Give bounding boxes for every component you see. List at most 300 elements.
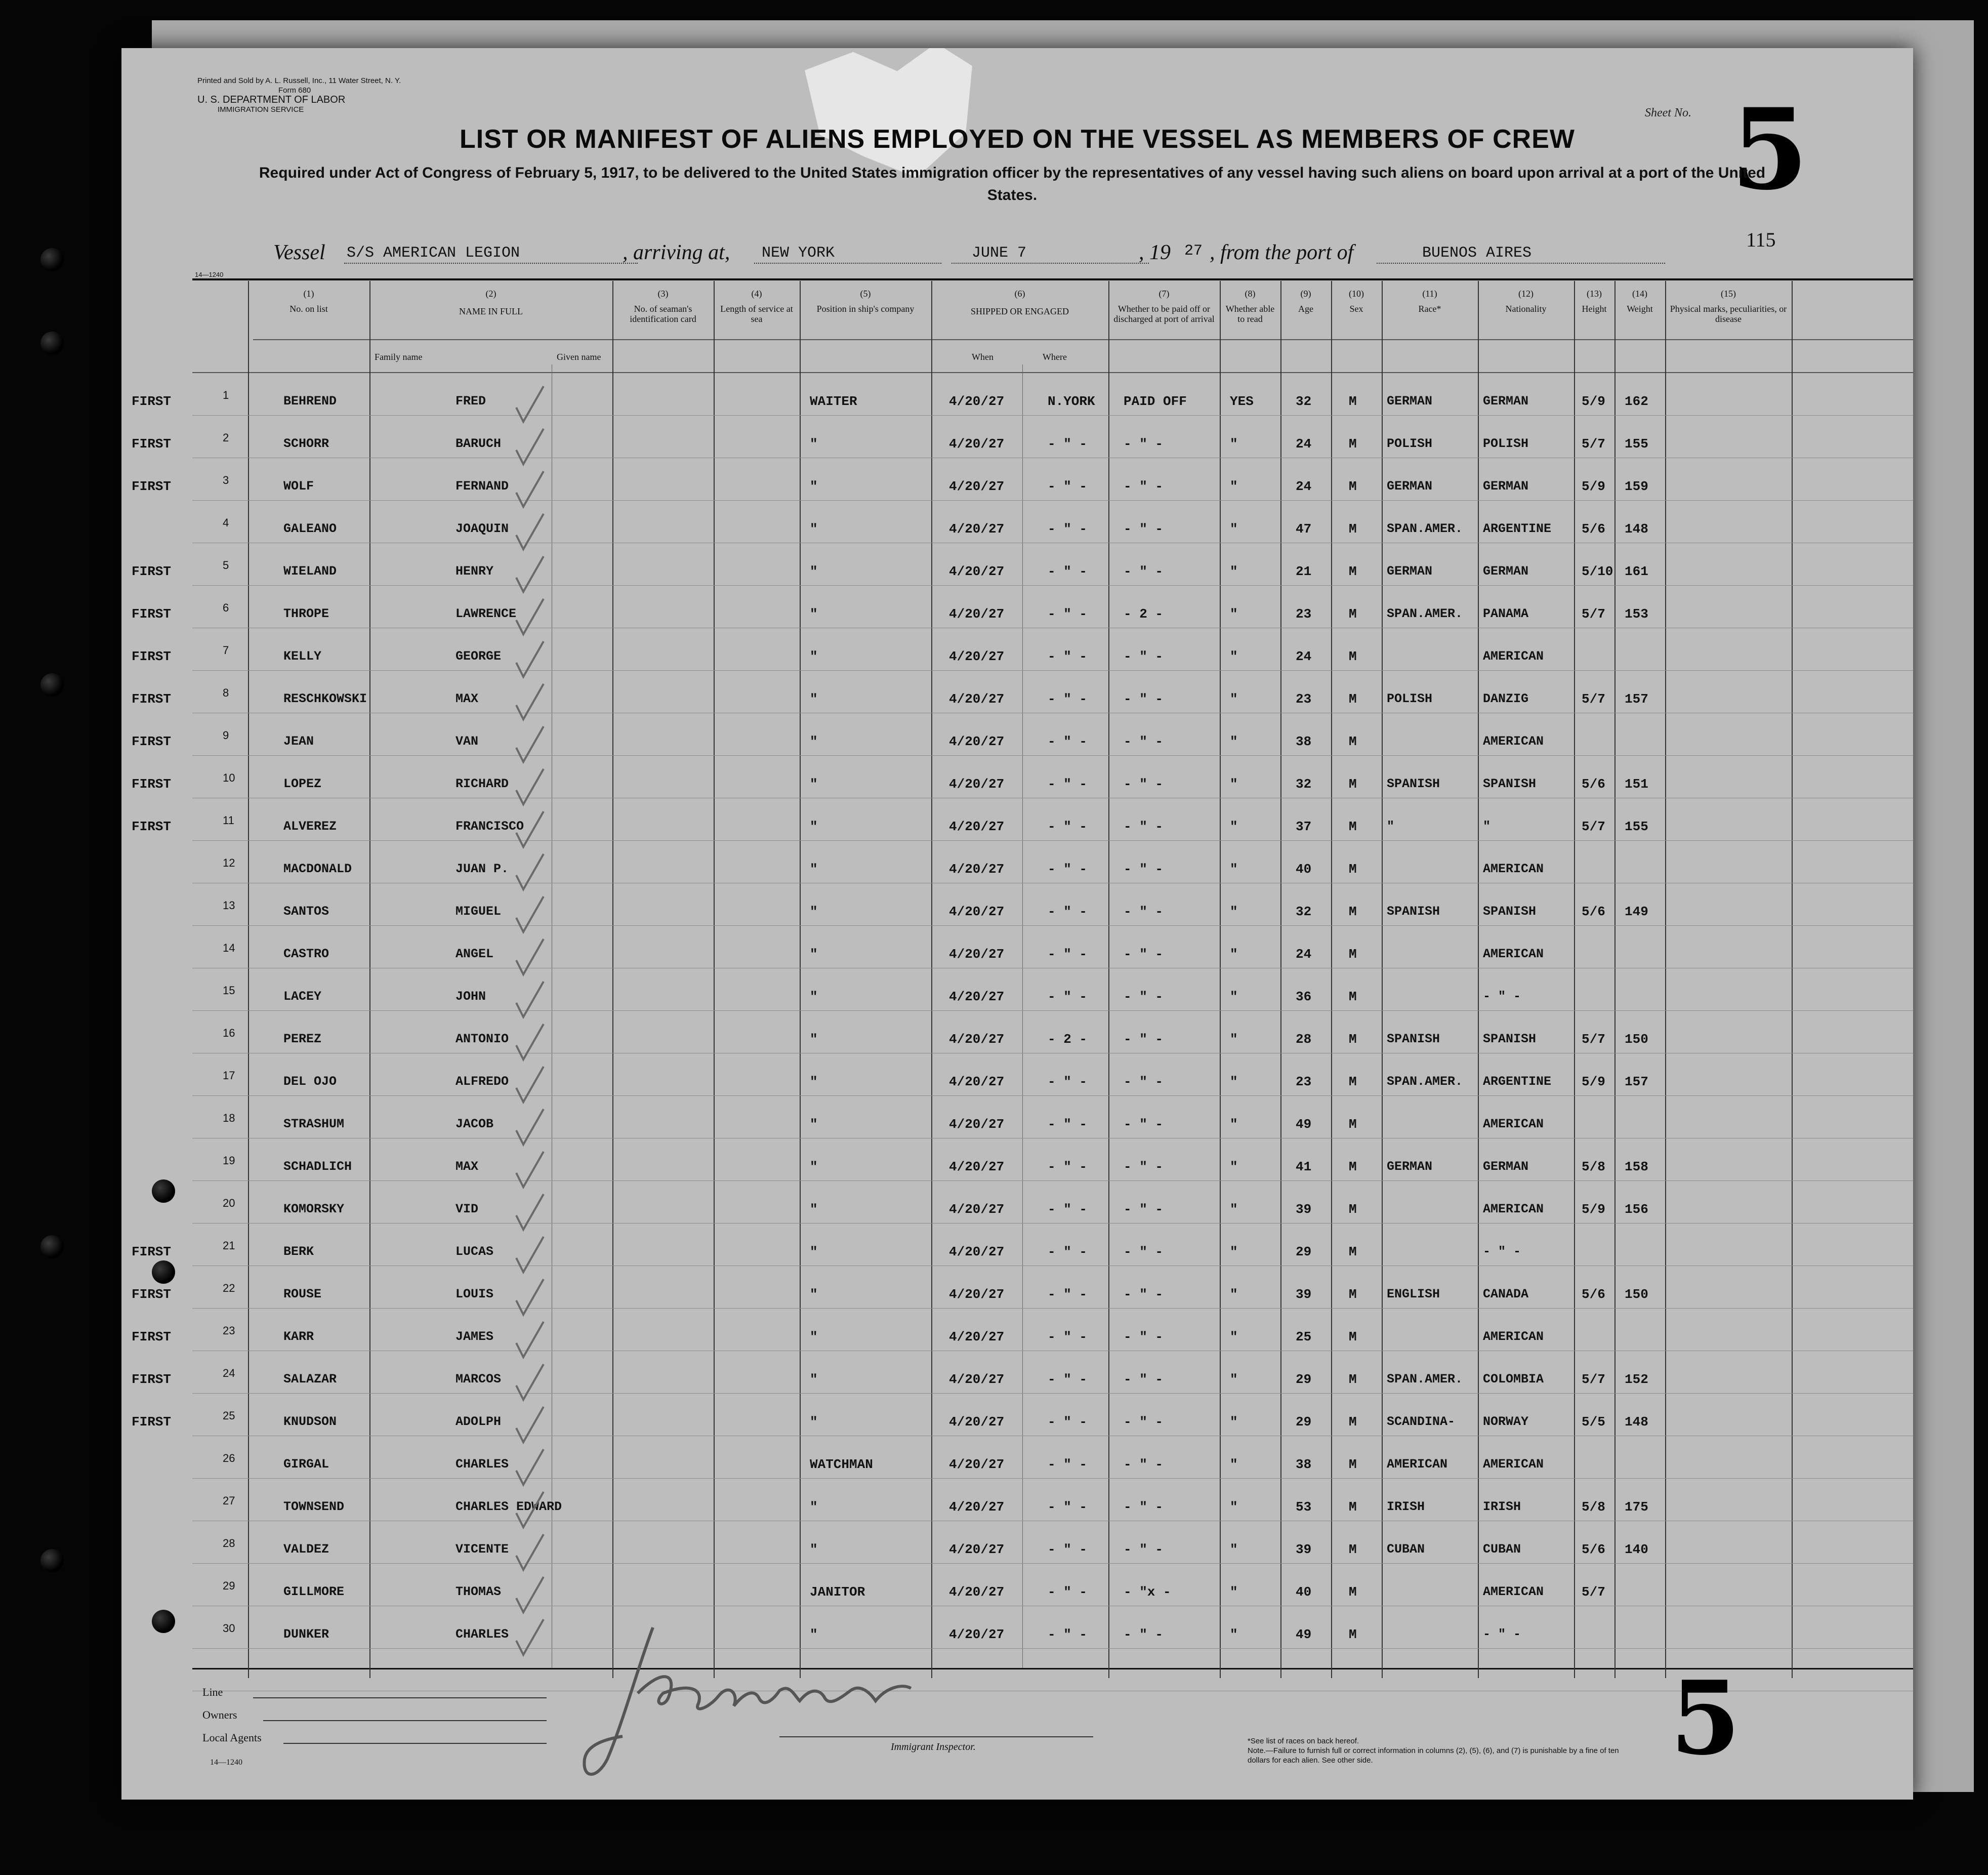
weight: 159	[1625, 479, 1648, 494]
shipped-where: - " -	[1048, 1584, 1088, 1600]
binding-hole	[152, 1260, 175, 1284]
paid-off: - " -	[1124, 1244, 1164, 1259]
shipped-where: - " -	[1048, 1287, 1088, 1302]
weight: 148	[1625, 1414, 1648, 1430]
column-number: (9)	[1300, 289, 1311, 299]
line-number: 24	[223, 1367, 235, 1379]
nationality: DANZIG	[1483, 691, 1529, 706]
sex: M	[1349, 1627, 1357, 1642]
shipped-when: 4/20/27	[949, 1414, 1005, 1430]
weight: 151	[1625, 777, 1648, 792]
column-header: Sex	[1349, 304, 1363, 314]
column-divider	[1792, 281, 1793, 1678]
age: 24	[1296, 436, 1312, 452]
nationality: AMERICAN	[1483, 734, 1544, 749]
race: ENGLISH	[1387, 1287, 1440, 1301]
race: POLISH	[1387, 436, 1433, 451]
year-prefix: , 19	[1139, 241, 1171, 264]
height: 5/9	[1582, 479, 1605, 494]
family-name: THROPE	[283, 606, 329, 621]
column-header: Weight	[1627, 304, 1653, 314]
nationality: POLISH	[1483, 436, 1529, 451]
passenger-class: FIRST	[132, 1329, 172, 1344]
from-port: BUENOS AIRES	[1422, 244, 1532, 262]
nationality: CANADA	[1483, 1287, 1529, 1301]
line-number: 29	[223, 1579, 235, 1592]
shipped-when: 4/20/27	[949, 1202, 1005, 1217]
shipped-when: 4/20/27	[949, 1074, 1005, 1089]
given-name: FRED	[455, 394, 486, 409]
check-mark	[516, 1279, 544, 1315]
check-mark	[516, 386, 544, 422]
race: SPAN.AMER.	[1387, 606, 1463, 621]
race: GERMAN	[1387, 394, 1433, 409]
line-number: 21	[223, 1239, 235, 1252]
height: 5/7	[1582, 819, 1605, 834]
check-mark	[516, 982, 544, 1017]
shipped-when: 4/20/27	[949, 1372, 1005, 1387]
able-to-read: "	[1230, 1202, 1238, 1217]
shipped-where: - " -	[1048, 862, 1088, 877]
age: 25	[1296, 1329, 1312, 1344]
sex: M	[1349, 1244, 1357, 1259]
sex: M	[1349, 606, 1357, 622]
column-header: Physical marks, peculiarities, or disease	[1670, 304, 1787, 324]
able-to-read: "	[1230, 947, 1238, 962]
paid-off: - " -	[1124, 479, 1164, 494]
family-name: SANTOS	[283, 904, 329, 919]
position: "	[810, 734, 818, 749]
age: 24	[1296, 649, 1312, 664]
nationality: GERMAN	[1483, 394, 1529, 409]
page-number: 115	[1746, 228, 1776, 251]
family-name: WIELAND	[283, 564, 337, 579]
age: 24	[1296, 947, 1312, 962]
weight: 152	[1625, 1372, 1648, 1387]
shipped-when: 4/20/27	[949, 1287, 1005, 1302]
line-number: 2	[223, 431, 229, 444]
line-number: 7	[223, 644, 229, 657]
given-name-subhead: Given name	[557, 352, 601, 362]
sub-column-divider	[1022, 364, 1023, 1668]
weight: 156	[1625, 1202, 1648, 1217]
column-header: Whether to be paid off or discharged at port of arrival	[1113, 304, 1215, 324]
position: WAITER	[810, 394, 857, 409]
column-header: SHIPPED OR ENGAGED	[970, 306, 1069, 316]
position: "	[810, 989, 818, 1004]
shipped-when: 4/20/27	[949, 1117, 1005, 1132]
paid-off: - " -	[1124, 1372, 1164, 1387]
check-mark	[516, 939, 544, 974]
sex: M	[1349, 394, 1357, 409]
race: IRISH	[1387, 1499, 1425, 1514]
check-mark	[516, 1577, 544, 1612]
given-name: JUAN P.	[455, 862, 509, 876]
nationality: AMERICAN	[1483, 1457, 1544, 1472]
check-mark	[516, 599, 544, 634]
sex: M	[1349, 649, 1357, 664]
able-to-read: "	[1230, 989, 1238, 1004]
age: 40	[1296, 862, 1312, 877]
able-to-read: "	[1230, 479, 1238, 494]
check-mark	[516, 429, 544, 464]
position: JANITOR	[810, 1584, 865, 1600]
sheet-no-label: Sheet No.	[1645, 106, 1691, 119]
column-number: (5)	[860, 289, 871, 299]
able-to-read: "	[1230, 1287, 1238, 1302]
position: "	[810, 1244, 818, 1259]
family-name: LOPEZ	[283, 777, 322, 791]
check-mark	[516, 1534, 544, 1570]
family-name: DUNKER	[283, 1627, 329, 1642]
line-number: 22	[223, 1282, 235, 1294]
sex: M	[1349, 1499, 1357, 1515]
column-header: Whether able to read	[1225, 304, 1275, 324]
position: "	[810, 1499, 818, 1515]
age: 28	[1296, 1032, 1312, 1047]
shipped-where: - " -	[1048, 734, 1088, 749]
binding-hole	[40, 248, 64, 271]
family-name: GILLMORE	[283, 1584, 345, 1599]
paid-off: - " -	[1124, 1542, 1164, 1557]
height: 5/6	[1582, 1542, 1605, 1557]
shipped-when: 4/20/27	[949, 1542, 1005, 1557]
line-number: 3	[223, 474, 229, 486]
column-header: Length of service at sea	[720, 304, 793, 324]
able-to-read: "	[1230, 691, 1238, 707]
binding-hole	[152, 1610, 175, 1633]
shipped-when: 4/20/27	[949, 1032, 1005, 1047]
paid-off: - " -	[1124, 862, 1164, 877]
given-name: ALFREDO	[455, 1074, 509, 1089]
sex: M	[1349, 1372, 1357, 1387]
able-to-read: "	[1230, 1329, 1238, 1344]
age: 23	[1296, 691, 1312, 707]
height: 5/7	[1582, 1584, 1605, 1600]
given-name: ANTONIO	[455, 1032, 509, 1046]
shipped-where: - " -	[1048, 1627, 1088, 1642]
line-number: 11	[223, 814, 234, 827]
height: 5/8	[1582, 1499, 1605, 1515]
weight: 140	[1625, 1542, 1648, 1557]
local-agents-label: Local Agents	[202, 1731, 262, 1744]
printer-block	[197, 76, 401, 114]
nationality: AMERICAN	[1483, 1117, 1544, 1131]
column-divider	[1331, 281, 1332, 1678]
column-number: (15)	[1721, 289, 1736, 299]
family-name: KELLY	[283, 649, 322, 664]
paid-off: - " -	[1124, 1414, 1164, 1430]
nationality: - " -	[1483, 1627, 1521, 1642]
family-name: KOMORSKY	[283, 1202, 345, 1216]
passenger-class: FIRST	[132, 606, 172, 622]
check-mark	[516, 1449, 544, 1485]
passenger-class: FIRST	[132, 436, 172, 452]
column-divider	[800, 281, 801, 1678]
shipped-when: 4/20/27	[949, 1499, 1005, 1515]
department: U. S. DEPARTMENT OF LABOR	[197, 94, 346, 105]
column-number: (2)	[485, 289, 496, 299]
shipped-where: - " -	[1048, 1244, 1088, 1259]
paid-off: - " -	[1124, 1627, 1164, 1642]
shipped-when: 4/20/27	[949, 1159, 1005, 1174]
shipped-when: 4/20/27	[949, 691, 1005, 707]
check-mark	[516, 1407, 544, 1442]
paid-off: - " -	[1124, 777, 1164, 792]
line-number: 17	[223, 1069, 235, 1082]
subtitle: Required under Act of Congress of February 5, 1917, to be delivered to the United States immigration officer by the representatives of any vessel having such aliens on board upon arrival at a port of the United States.	[259, 165, 1766, 203]
given-name: JOAQUIN	[455, 521, 509, 536]
check-mark	[516, 641, 544, 677]
shipped-when: 4/20/27	[949, 904, 1005, 919]
form-code-bottom: 14—1240	[210, 1758, 242, 1767]
line-number: 8	[223, 686, 229, 699]
height: 5/5	[1582, 1414, 1605, 1430]
position: WATCHMAN	[810, 1457, 873, 1472]
paid-off: - " -	[1124, 1499, 1164, 1515]
position: "	[810, 649, 818, 664]
column-number: (12)	[1518, 289, 1534, 299]
family-name: SALAZAR	[283, 1372, 337, 1387]
column-number: (14)	[1632, 289, 1647, 299]
family-name: ALVEREZ	[283, 819, 337, 834]
height: 5/6	[1582, 521, 1605, 537]
given-name: VICENTE	[455, 1542, 509, 1557]
weight: 150	[1625, 1032, 1648, 1047]
family-name: VALDEZ	[283, 1542, 329, 1557]
paid-off: - " -	[1124, 1032, 1164, 1047]
check-mark	[516, 1194, 544, 1230]
check-marks	[349, 382, 703, 1698]
nationality: ARGENTINE	[1483, 1074, 1552, 1089]
passenger-class: FIRST	[132, 394, 172, 409]
position: "	[810, 777, 818, 792]
age: 37	[1296, 819, 1312, 834]
given-name: FERNAND	[455, 479, 509, 494]
age: 39	[1296, 1287, 1312, 1302]
given-name: LUCAS	[455, 1244, 494, 1259]
nationality: SPANISH	[1483, 777, 1537, 791]
weight: 157	[1625, 1074, 1648, 1089]
position: "	[810, 1074, 818, 1089]
nationality: AMERICAN	[1483, 1202, 1544, 1216]
given-name: HENRY	[455, 564, 494, 579]
binding-hole	[40, 1549, 64, 1572]
position: "	[810, 819, 818, 834]
given-name: MARCOS	[455, 1372, 502, 1387]
paid-off: - " -	[1124, 989, 1164, 1004]
age: 29	[1296, 1414, 1312, 1430]
binding-hole	[40, 1235, 64, 1258]
column-number: (8)	[1245, 289, 1256, 299]
column-header: Nationality	[1505, 304, 1547, 314]
column-number: (13)	[1587, 289, 1602, 299]
position: "	[810, 564, 818, 579]
passenger-class: FIRST	[132, 1244, 172, 1259]
able-to-read: "	[1230, 436, 1238, 452]
race: SCANDINA-	[1387, 1414, 1456, 1429]
shipped-when: 4/20/27	[949, 777, 1005, 792]
position: "	[810, 1329, 818, 1344]
family-name: JEAN	[283, 734, 314, 749]
race: SPAN.AMER.	[1387, 1074, 1463, 1089]
shipped-where: - 2 -	[1048, 1032, 1088, 1047]
able-to-read: "	[1230, 819, 1238, 834]
given-name: RICHARD	[455, 777, 509, 791]
passenger-class: FIRST	[132, 819, 172, 834]
check-mark	[516, 896, 544, 932]
sex: M	[1349, 479, 1357, 494]
check-mark	[516, 1364, 544, 1400]
sex: M	[1349, 989, 1357, 1004]
column-divider	[1108, 281, 1109, 1678]
able-to-read: "	[1230, 521, 1238, 537]
height: 5/9	[1582, 1074, 1605, 1089]
race: SPANISH	[1387, 777, 1440, 791]
age: 36	[1296, 989, 1312, 1004]
age: 29	[1296, 1244, 1312, 1259]
sex: M	[1349, 436, 1357, 452]
check-mark	[516, 556, 544, 592]
arriving-label: , arriving at,	[623, 241, 730, 264]
able-to-read: "	[1230, 606, 1238, 622]
arrival-year: 27	[1184, 242, 1203, 260]
able-to-read: "	[1230, 649, 1238, 664]
given-name: MIGUEL	[455, 904, 502, 919]
position: "	[810, 1202, 818, 1217]
paid-off: - " -	[1124, 1074, 1164, 1089]
line-number: 25	[223, 1409, 235, 1422]
column-divider	[714, 281, 715, 1678]
weight: 155	[1625, 436, 1648, 452]
column-number: (3)	[657, 289, 669, 299]
shipped-where: - " -	[1048, 479, 1088, 494]
given-name: JACOB	[455, 1117, 494, 1131]
height: 5/10	[1582, 564, 1613, 579]
able-to-read: "	[1230, 734, 1238, 749]
passenger-class: FIRST	[132, 1372, 172, 1387]
passenger-class: FIRST	[132, 1414, 172, 1430]
nationality: GERMAN	[1483, 564, 1529, 579]
line-number: 20	[223, 1197, 235, 1209]
position: "	[810, 479, 818, 494]
age: 40	[1296, 1584, 1312, 1600]
position: "	[810, 904, 818, 919]
paid-off: - " -	[1124, 1287, 1164, 1302]
family-name: DEL OJO	[283, 1074, 337, 1089]
shipped-where: - " -	[1048, 1499, 1088, 1515]
nationality: GERMAN	[1483, 1159, 1529, 1174]
able-to-read: "	[1230, 1499, 1238, 1515]
sex: M	[1349, 1074, 1357, 1089]
check-mark	[516, 1619, 544, 1655]
sex: M	[1349, 777, 1357, 792]
able-to-read: YES	[1230, 394, 1254, 409]
weight: 157	[1625, 691, 1648, 707]
height: 5/6	[1582, 777, 1605, 792]
shipped-when: 4/20/27	[949, 606, 1005, 622]
binding-hole	[152, 1179, 175, 1203]
shipped-when: 4/20/27	[949, 479, 1005, 494]
height: 5/7	[1582, 1372, 1605, 1387]
nationality: - " -	[1483, 1244, 1521, 1259]
column-number: (7)	[1158, 289, 1170, 299]
given-name: VID	[455, 1202, 479, 1216]
vessel-label: Vessel	[273, 241, 325, 264]
shipped-where: - " -	[1048, 606, 1088, 622]
passenger-class: FIRST	[132, 691, 172, 707]
sex: M	[1349, 564, 1357, 579]
race: "	[1387, 819, 1395, 834]
binding-hole	[40, 673, 64, 697]
nationality: ARGENTINE	[1483, 521, 1552, 536]
column-divider	[1614, 281, 1616, 1678]
shipped-when: 4/20/27	[949, 947, 1005, 962]
paid-off: - " -	[1124, 521, 1164, 537]
given-name: ANGEL	[455, 947, 494, 961]
check-mark	[516, 726, 544, 762]
family-name: WOLF	[283, 479, 314, 494]
able-to-read: "	[1230, 1117, 1238, 1132]
sex: M	[1349, 1117, 1357, 1132]
line-number: 26	[223, 1452, 235, 1464]
family-name: KARR	[283, 1329, 314, 1344]
form-code-top: 14—1240	[195, 271, 224, 278]
height: 5/8	[1582, 1159, 1605, 1174]
age: 49	[1296, 1117, 1312, 1132]
paid-off: - " -	[1124, 1329, 1164, 1344]
age: 41	[1296, 1159, 1312, 1174]
check-mark	[516, 514, 544, 549]
given-name: CHARLES EDWARD	[455, 1499, 562, 1514]
sex: M	[1349, 1287, 1357, 1302]
arriving-port: NEW YORK	[762, 244, 835, 262]
shipped-when: 4/20/27	[949, 649, 1005, 664]
shipped-where: - " -	[1048, 1329, 1088, 1344]
shipped-where: - " -	[1048, 564, 1088, 579]
sex: M	[1349, 691, 1357, 707]
nationality: GERMAN	[1483, 479, 1529, 494]
column-number: (10)	[1349, 289, 1364, 299]
given-name: BARUCH	[455, 436, 502, 451]
given-name: LAWRENCE	[455, 606, 517, 621]
footer-sheet-number: 5	[1670, 1659, 1741, 1778]
line-number: 5	[223, 559, 229, 572]
paid-off: - " -	[1124, 1202, 1164, 1217]
position: "	[810, 1542, 818, 1557]
paid-off: - " -	[1124, 947, 1164, 962]
paid-off: PAID OFF	[1124, 394, 1187, 409]
able-to-read: "	[1230, 1244, 1238, 1259]
able-to-read: "	[1230, 1159, 1238, 1174]
nationality: COLOMBIA	[1483, 1372, 1544, 1387]
given-name: JAMES	[455, 1329, 494, 1344]
line-number: 30	[223, 1622, 235, 1635]
line-number: 9	[223, 729, 229, 742]
able-to-read: "	[1230, 564, 1238, 579]
race: GERMAN	[1387, 1159, 1433, 1174]
manifest-sheet	[121, 48, 1913, 1800]
weight: 175	[1625, 1499, 1648, 1515]
position: "	[810, 862, 818, 877]
age: 32	[1296, 777, 1312, 792]
age: 24	[1296, 479, 1312, 494]
check-mark	[516, 1322, 544, 1357]
paid-off: - " -	[1124, 691, 1164, 707]
family-name: GALEANO	[283, 521, 337, 536]
line-number: 10	[223, 771, 235, 784]
race: SPANISH	[1387, 904, 1440, 919]
